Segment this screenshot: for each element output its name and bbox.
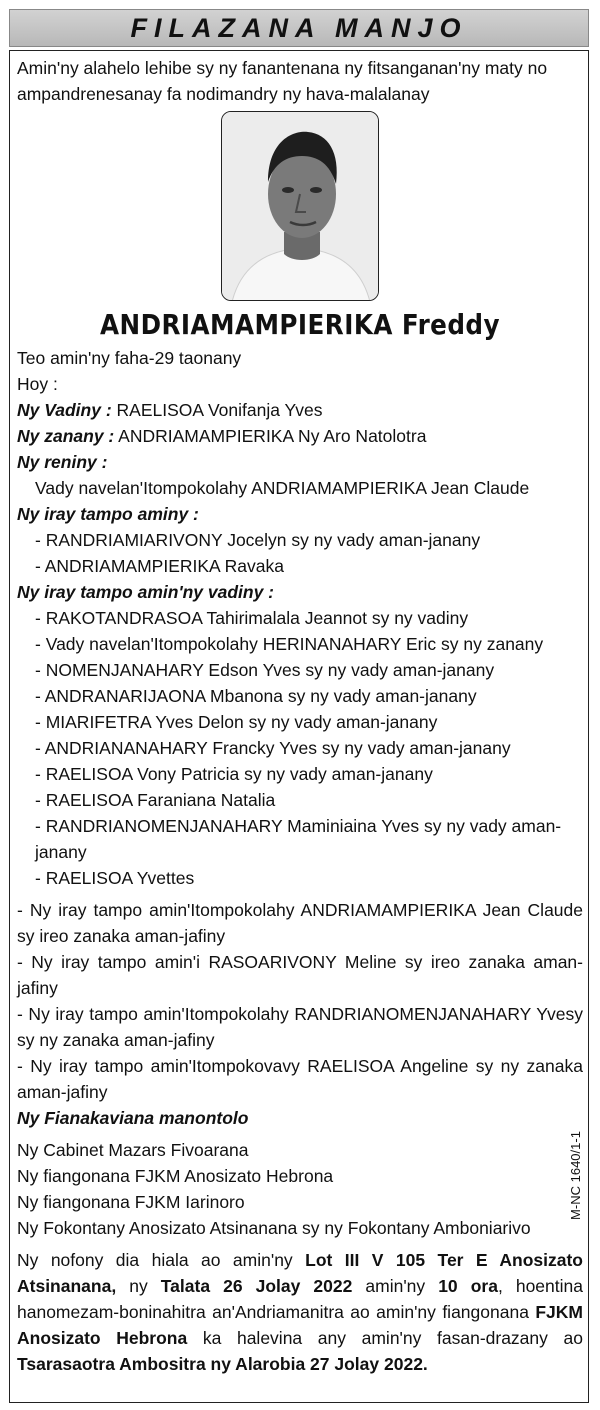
- relative-entry: - Ny iray tampo amin'Itompokolahy RANDRIANOMENJANAHARY Yvesy sy ny zanaka aman-jafiny: [17, 1004, 583, 1050]
- closing-church: FJKM Anosizato Hebrona: [17, 1302, 583, 1348]
- sibling-item: - ANDRIAMAMPIERIKA Ravaka: [35, 556, 284, 576]
- spouse-sibling-item: - ANDRIANANAHARY Francky Yves sy ny vady aman-janany: [35, 738, 511, 758]
- spouse-sibling-item: - MIARIFETRA Yves Delon sy ny vady aman-janany: [35, 712, 438, 732]
- closing-text: Ny nofony dia hiala ao amin'ny: [17, 1250, 306, 1270]
- notice-header: [9, 9, 589, 47]
- siblings-label: Ny iray tampo aminy :: [17, 504, 199, 524]
- closing-text: amin'ny: [352, 1276, 439, 1296]
- spouse-sibling-item: - RANDRIANOMENJANAHARY Maminiaina Yves sy ny vady aman-: [35, 816, 562, 836]
- reference-code: [566, 1120, 584, 1230]
- hoy-label: Hoy :: [17, 374, 58, 394]
- notice-title: FILAZANA MANJO: [130, 12, 468, 43]
- spouse-sibling-item: - RAELISOA Faraniana Natalia: [35, 790, 276, 810]
- sibling-item: - RANDRIAMIARIVONY Jocelyn sy ny vady aman-janany: [35, 530, 481, 550]
- closing-time: 10 ora: [438, 1276, 498, 1296]
- spouse-sibling-item: - NOMENJANAHARY Edson Yves sy ny vady aman-janany: [35, 660, 495, 680]
- child-name: ANDRIAMAMPIERIKA Ny Aro Natolotra: [118, 426, 427, 446]
- spouse-siblings-label: Ny iray tampo amin'ny vadiny :: [17, 582, 275, 602]
- institution-item: Ny Fokontany Anosizato Atsinanana sy ny Fokontany Amboniarivo: [17, 1218, 531, 1238]
- institution-item: Ny fiangonana FJKM Iarinoro: [17, 1192, 245, 1212]
- portrait-image: [222, 112, 379, 301]
- child-label: Ny zanany :: [17, 426, 115, 446]
- closing-date: Talata 26 Jolay 2022: [160, 1276, 353, 1296]
- closing-burial: Tsarasaotra Ambositra ny Alarobia 27 Jolay 2022.: [17, 1354, 428, 1374]
- spouse-sibling-item: - RAKOTANDRASOA Tahirimalala Jeannot sy ny vadiny: [35, 608, 469, 628]
- relative-entry: - Ny iray tampo amin'Itompokovavy RAELISOA Angeline sy ny zanaka aman-jafiny: [17, 1056, 583, 1102]
- spouse-sibling-item: - RAELISOA Yvettes: [35, 868, 195, 888]
- deceased-name: ANDRIAMAMPIERIKA Freddy: [100, 308, 500, 341]
- whole-family-label: Ny Fianakaviana manontolo: [17, 1108, 249, 1128]
- mother-name: Vady navelan'Itompokolahy ANDRIAMAMPIERIKA Jean Claude: [35, 478, 530, 498]
- closing-address: Lot III V 105 Ter E Anosizato Atsinanana,: [17, 1250, 583, 1296]
- spouse-label: Ny Vadiny :: [17, 400, 112, 420]
- deceased-age: Teo amin'ny faha-29 taonany: [17, 348, 242, 368]
- deceased-photo: [221, 111, 379, 301]
- closing-text: , hoentina hanomezam-boninahitra an'Andriamanitra ao amin'ny fiangonana: [17, 1276, 583, 1322]
- relative-entry: - Ny iray tampo amin'Itompokolahy ANDRIAMAMPIERIKA Jean Claude sy ireo zanaka aman-jafiny: [17, 900, 583, 946]
- mother-label: Ny reniny :: [17, 452, 108, 472]
- institution-item: Ny fiangonana FJKM Anosizato Hebrona: [17, 1166, 334, 1186]
- funeral-details: [17, 1247, 583, 1377]
- spouse-sibling-item-continued: janany: [35, 842, 87, 862]
- intro-text: Amin'ny alahelo lehibe sy ny fanantenana ny fitsanganan'ny maty no ampandrenesanay fa nodimandry ny hava-malalanay: [17, 58, 548, 104]
- spouse-line: [17, 397, 583, 423]
- institution-item: Ny Cabinet Mazars Fivoarana: [17, 1140, 249, 1160]
- reference-text: M-NC 1640/1-1: [567, 1130, 583, 1220]
- spouse-sibling-item: - ANDRANARIJAONA Mbanona sy ny vady aman-janany: [35, 686, 477, 706]
- spouse-sibling-item: - RAELISOA Vony Patricia sy ny vady aman-janany: [35, 764, 433, 784]
- spouse-sibling-item: - Vady navelan'Itompokolahy HERINANAHARY Eric sy ny zanany: [35, 634, 544, 654]
- notice-body: [17, 55, 583, 1377]
- relative-entry: - Ny iray tampo amin'i RASOARIVONY Meline sy ireo zanaka aman-jafiny: [17, 952, 583, 998]
- closing-text: ka halevina any amin'ny fasan-drazany ao: [187, 1328, 583, 1348]
- closing-text: ny: [116, 1276, 161, 1296]
- spouse-name: RAELISOA Vonifanja Yves: [116, 400, 323, 420]
- child-line: [17, 423, 583, 449]
